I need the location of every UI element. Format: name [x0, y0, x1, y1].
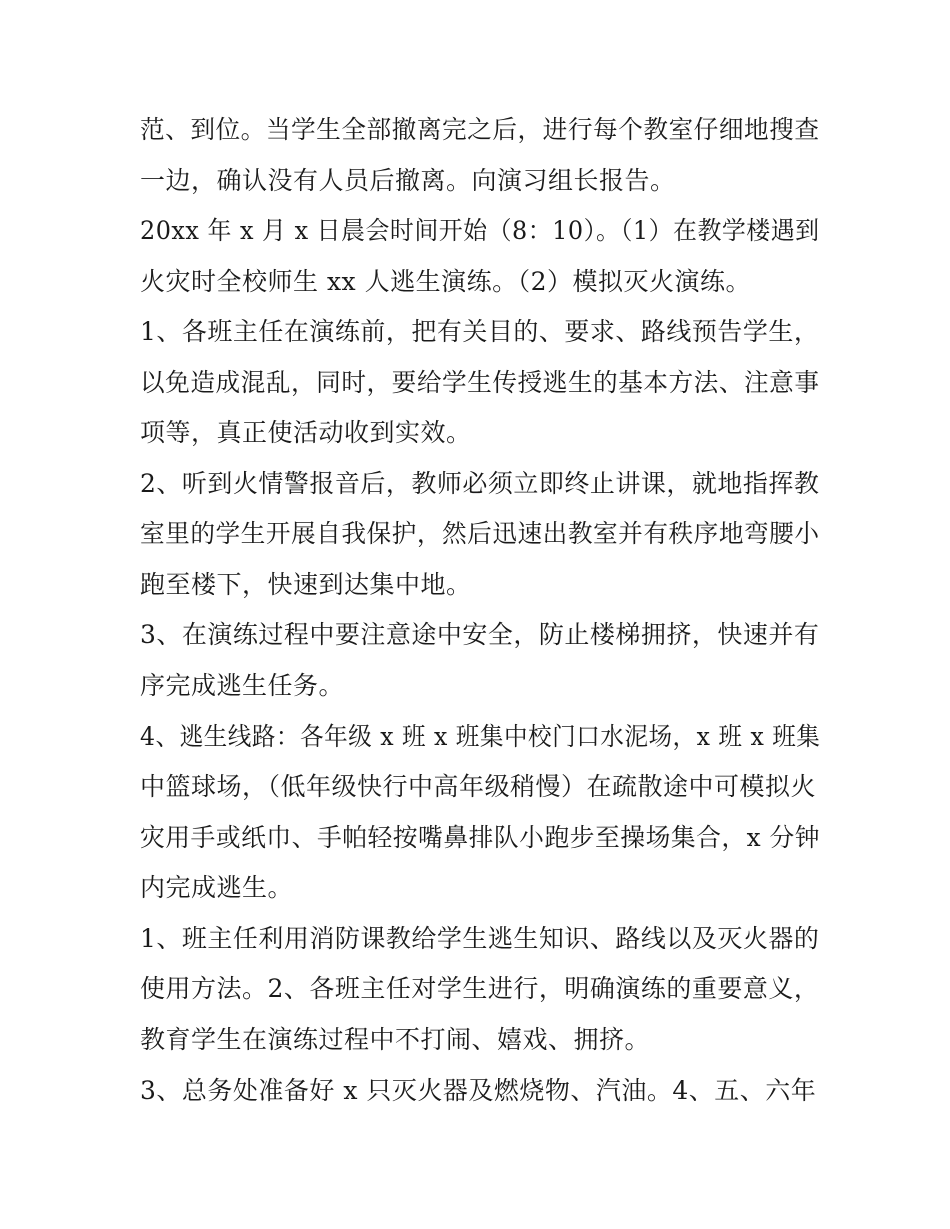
- text-line: 内完成逃生。: [140, 873, 294, 902]
- text-line: 灾用手或纸巾、手帕轻按嘴鼻排队小跑步至操场集合，x 分钟: [140, 823, 821, 852]
- text-line: 跑至楼下，快速到达集中地。: [140, 570, 472, 599]
- text-line: 1、各班主任在演练前，把有关目的、要求、路线预告学生，: [140, 317, 820, 346]
- text-line: 以免造成混乱，同时，要给学生传授逃生的基本方法、注意事: [140, 368, 820, 397]
- text-line: 范、到位。当学生全部撤离完之后，进行每个教室仔细地搜查: [140, 115, 820, 144]
- text-line: 4、逃生线路：各年级 x 班 x 班集中校门口水泥场，x 班 x 班集: [140, 722, 821, 751]
- text-line: 1、班主任利用消防课教给学生逃生知识、路线以及灭火器的: [140, 924, 820, 953]
- text-line: 室里的学生开展自我保护，然后迅速出教室并有秩序地弯腰小: [140, 519, 820, 548]
- text-line: 项等，真正使活动收到实效。: [140, 418, 472, 447]
- text-line: 中篮球场，（低年级快行中高年级稍慢）在疏散途中可模拟火: [140, 772, 817, 801]
- text-line: 序完成逃生任务。: [140, 671, 345, 700]
- text-line: 2、听到火情警报音后，教师必须立即终止讲课，就地指挥教: [140, 469, 820, 498]
- text-line: 一边，确认没有人员后撤离。向演习组长报告。: [140, 166, 676, 195]
- text-line: 火灾时全校师生 xx 人逃生演练。（2）模拟灭火演练。: [140, 267, 751, 296]
- text-line: 3、在演练过程中要注意途中安全，防止楼梯拥挤，快速并有: [140, 620, 820, 649]
- text-line: 3、总务处准备好 x 只灭火器及燃烧物、汽油。4、五、六年: [140, 1076, 817, 1105]
- text-line: 教育学生在演练过程中不打闹、嬉戏、拥挤。: [140, 1025, 651, 1054]
- text-line: 使用方法。2、各班主任对学生进行，明确演练的重要意义，: [140, 974, 820, 1003]
- text-line: 20xx 年 x 月 x 日晨会时间开始（8：10）。（1）在教学楼遇到: [140, 216, 820, 245]
